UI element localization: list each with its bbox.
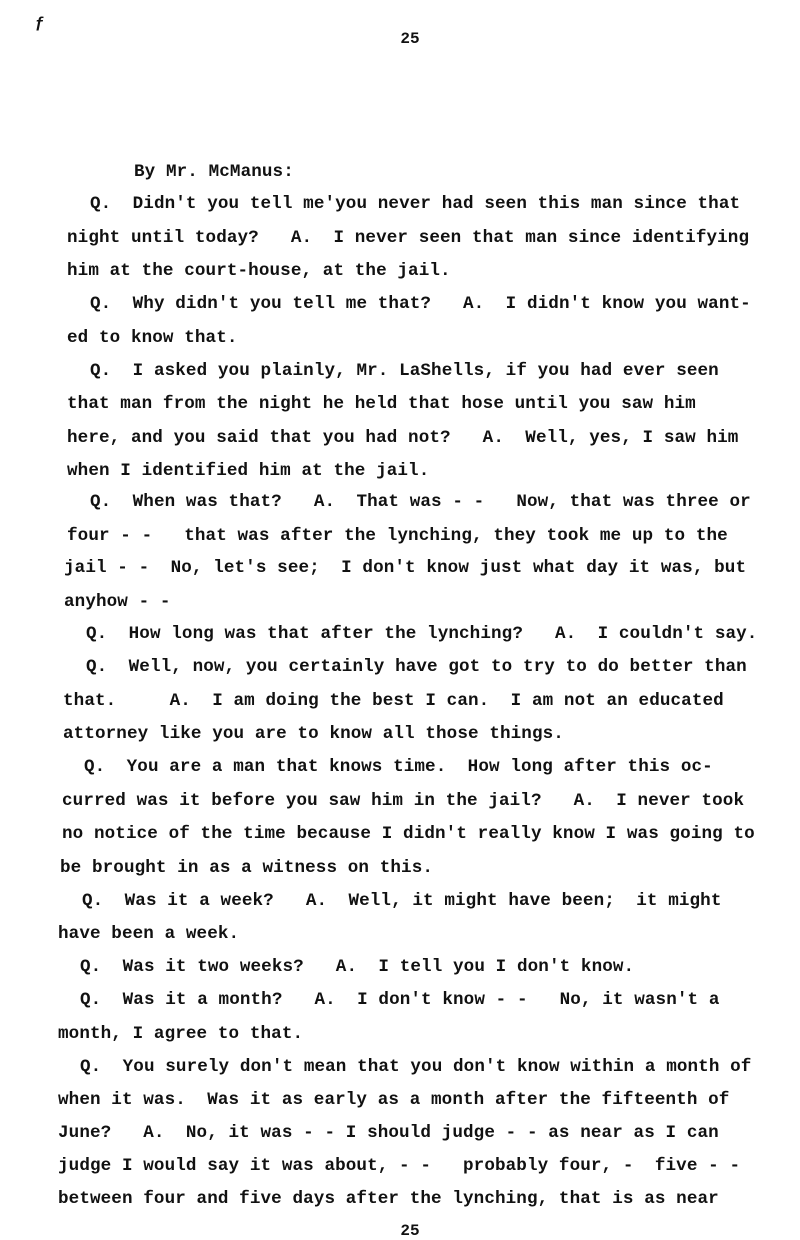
transcript-line: curred was it before you saw him in the jail? A. I never took bbox=[62, 791, 745, 811]
transcript-line: four - - that was after the lynching, they took me up to the bbox=[67, 526, 728, 546]
transcript-line: month, I agree to that. bbox=[58, 1024, 304, 1044]
question-line: Q. Why didn't you tell me that? A. I didn't know you want- bbox=[90, 294, 751, 314]
question-line: Q. You are a man that knows time. How long after this oc- bbox=[84, 757, 713, 777]
transcript-line: June? A. No, it was - - I should judge - - as near as I can bbox=[58, 1123, 719, 1143]
question-line: Q. Was it a week? A. Well, it might have been; it might bbox=[82, 891, 722, 911]
question-line: Q. When was that? A. That was - - Now, that was three or bbox=[90, 492, 751, 512]
transcript-line: anyhow - - bbox=[64, 592, 171, 612]
transcript-line: when I identified him at the jail. bbox=[67, 461, 430, 481]
question-line: Q. Was it two weeks? A. I tell you I don't know. bbox=[80, 957, 635, 977]
page-number-bottom: 25 bbox=[400, 1222, 420, 1240]
transcript-line: night until today? A. I never seen that man since identifying bbox=[67, 228, 750, 248]
transcript-line: attorney like you are to know all those things. bbox=[63, 724, 564, 744]
corner-mark: ƒ bbox=[35, 14, 45, 32]
transcript-line: that man from the night he held that hose until you saw him bbox=[67, 394, 696, 414]
question-line: Q. You surely don't mean that you don't know within a month of bbox=[80, 1057, 752, 1077]
question-line: Q. How long was that after the lynching? A. I couldn't say. bbox=[86, 624, 758, 644]
question-line: Q. I asked you plainly, Mr. LaShells, if you had ever seen bbox=[90, 361, 719, 381]
page-number-top: 25 bbox=[400, 30, 420, 48]
transcript-line: be brought in as a witness on this. bbox=[60, 858, 434, 878]
transcript-line: judge I would say it was about, - - probably four, - five - - bbox=[58, 1156, 741, 1176]
transcript-line: here, and you said that you had not? A. Well, yes, I saw him bbox=[67, 428, 739, 448]
transcript-line: between four and five days after the lynching, that is as near bbox=[58, 1189, 719, 1209]
transcript-line: have been a week. bbox=[58, 924, 240, 944]
transcript-line: jail - - No, let's see; I don't know just what day it was, but bbox=[64, 558, 747, 578]
transcript-line: him at the court-house, at the jail. bbox=[67, 261, 451, 281]
transcript-line: when it was. Was it as early as a month after the fifteenth of bbox=[58, 1090, 730, 1110]
question-line: Q. Didn't you tell me'you never had seen this man since that bbox=[90, 194, 741, 214]
question-line: Q. Was it a month? A. I don't know - - No, it wasn't a bbox=[80, 990, 720, 1010]
question-line: Q. Well, now, you certainly have got to try to do better than bbox=[86, 657, 747, 677]
transcript-line: ed to know that. bbox=[67, 328, 238, 348]
transcript-line: no notice of the time because I didn't really know I was going to bbox=[62, 824, 755, 844]
transcript-line: By Mr. McManus: bbox=[134, 162, 294, 182]
transcript-line: that. A. I am doing the best I can. I am not an educated bbox=[63, 691, 724, 711]
